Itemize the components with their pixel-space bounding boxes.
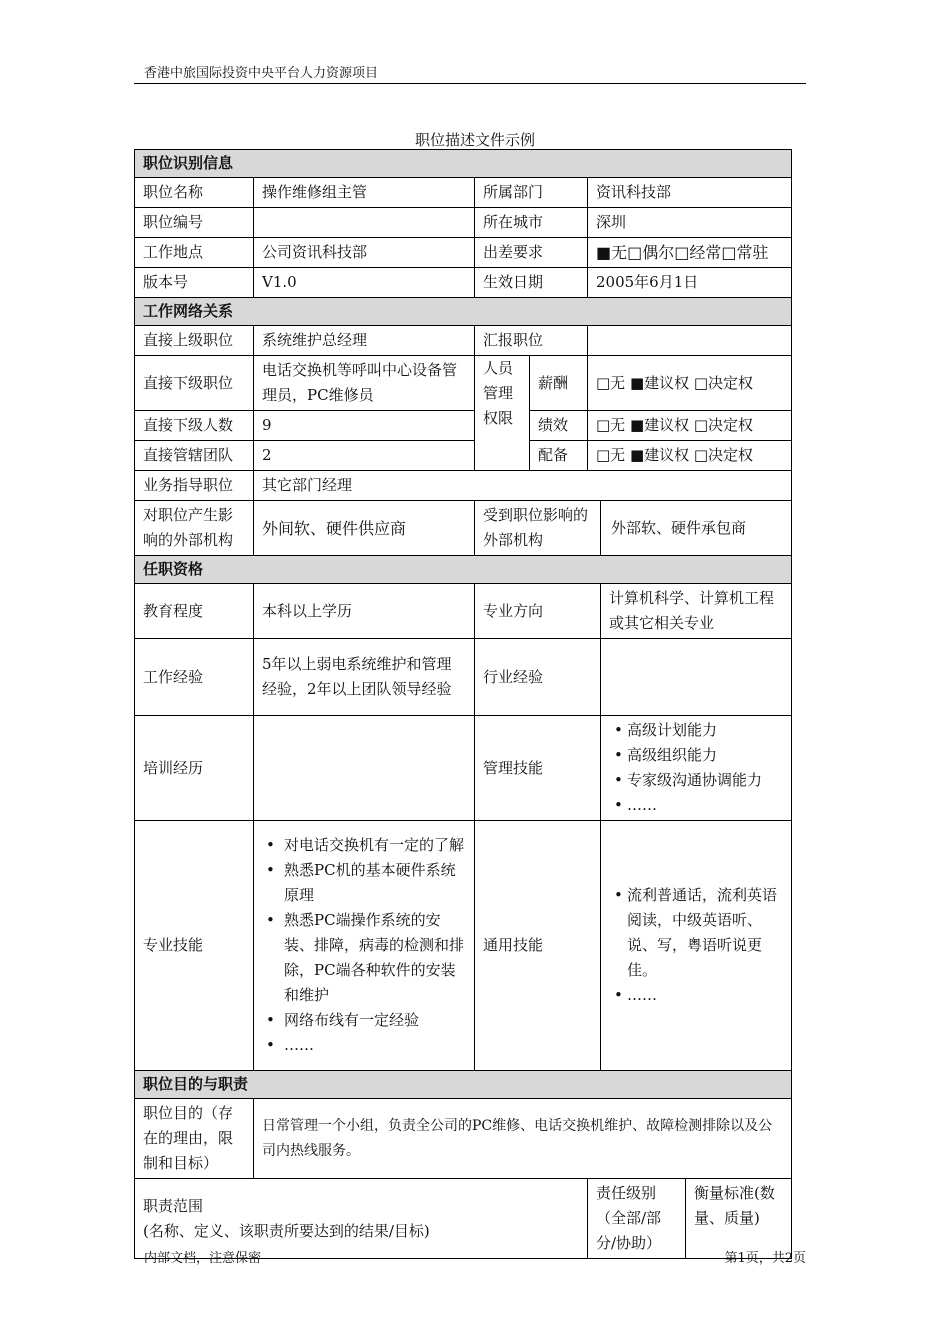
header-rule (134, 83, 806, 84)
job-no-value (254, 208, 475, 238)
salary-value: □无 ■建议权 □决定权 (588, 356, 792, 411)
table-row (135, 268, 792, 298)
affect-label: 对职位产生影响的外部机构 (135, 501, 254, 556)
list-item: • …… (627, 983, 783, 1008)
table-row (135, 356, 792, 411)
edu-value: 本科以上学历 (254, 584, 475, 639)
superior-value: 系统维护总经理 (254, 326, 475, 356)
affect-value: 外间软、硬件供应商 (254, 501, 475, 556)
section-network (135, 298, 792, 326)
job-name-value: 操作维修组主管 (254, 178, 475, 208)
document-title: 职位描述文件示例 (414, 131, 535, 149)
edu-label: 教育程度 (135, 584, 254, 639)
location-value: 公司资讯科技部 (254, 238, 475, 268)
staffing-value: □无 ■建议权 □决定权 (588, 441, 792, 471)
pro-skills (254, 821, 475, 1071)
perf-label: 绩效 (530, 411, 588, 441)
table-row (135, 821, 792, 1071)
industry-label: 行业经验 (475, 639, 601, 716)
header-text: 香港中旅国际投资中央平台人力资源项目 (144, 66, 379, 81)
report-value (588, 326, 792, 356)
mgmt-label: 管理技能 (475, 716, 601, 821)
training-value (254, 716, 475, 821)
general-skills (601, 821, 792, 1071)
general-label: 通用技能 (475, 821, 601, 1071)
scope-sublabel: (名称、定义、该职责所要达到的结果/目标) (143, 1221, 430, 1240)
dept-value: 资讯科技部 (588, 178, 792, 208)
authority-label: 人员管理权限 (475, 356, 530, 471)
training-label: 培训经历 (135, 716, 254, 821)
effective-value: 2005年6月1日 (588, 268, 792, 298)
effective-label: 生效日期 (475, 268, 588, 298)
major-value: 计算机科学、计算机工程或其它相关专业 (601, 584, 792, 639)
sub-count-label: 直接下级人数 (135, 411, 254, 441)
staffing-label: 配备 (530, 441, 588, 471)
scope-label: 职责范围 (143, 1196, 204, 1215)
city-label: 所在城市 (475, 208, 588, 238)
purpose-value: 日常管理一个小组，负责全公司的PC维修、电话交换机维护、故障检测排除以及公司内热线服务。 (254, 1099, 792, 1179)
list-item: • 高级计划能力 (627, 718, 783, 743)
travel-value: ■无□偶尔□经常□常驻 (588, 238, 792, 268)
level-label: 责任级别（全部/部分/协助） (588, 1179, 686, 1259)
subordinate-label: 直接下级职位 (135, 356, 254, 411)
affected-value: 外部软、硬件承包商 (601, 501, 792, 556)
section-title: 职位识别信息 (135, 150, 792, 178)
subordinate-value: 电话交换机等呼叫中心设备管理员，PC维修员 (254, 356, 475, 411)
table-row (135, 639, 792, 716)
guidance-label: 业务指导职位 (135, 471, 254, 501)
report-label: 汇报职位 (475, 326, 588, 356)
table-row (135, 584, 792, 639)
table-row (135, 1099, 792, 1179)
page-number: 第1页，共2页 (724, 1251, 806, 1266)
sub-count-value: 9 (254, 411, 475, 441)
table-row (135, 208, 792, 238)
teams-value: 2 (254, 441, 475, 471)
footer-left: 内部文档，注意保密 (144, 1251, 262, 1266)
table-row (135, 411, 792, 441)
perf-value: □无 ■建议权 □决定权 (588, 411, 792, 441)
table-row (135, 716, 792, 821)
pro-label: 专业技能 (135, 821, 254, 1071)
table-row (135, 471, 792, 501)
section-identity (135, 150, 792, 178)
industry-value (601, 639, 792, 716)
list-item: • …… (627, 793, 783, 818)
list-item: • 专家级沟通协调能力 (627, 768, 783, 793)
exp-label: 工作经验 (135, 639, 254, 716)
list-item: • 熟悉PC机的基本硬件系统原理 (284, 858, 466, 908)
section-title: 任职资格 (135, 556, 792, 584)
city-value: 深圳 (588, 208, 792, 238)
version-label: 版本号 (135, 268, 254, 298)
section-title: 职位目的与职责 (135, 1071, 792, 1099)
list-item: • 对电话交换机有一定的了解 (284, 833, 466, 858)
job-name-label: 职位名称 (135, 178, 254, 208)
version-value: V1.0 (254, 268, 475, 298)
section-qualifications (135, 556, 792, 584)
affected-label: 受到职位影响的外部机构 (475, 501, 601, 556)
superior-label: 直接上级职位 (135, 326, 254, 356)
table-row (135, 501, 792, 556)
purpose-label: 职位目的（存在的理由，限制和目标） (135, 1099, 254, 1179)
salary-label: 薪酬 (530, 356, 588, 411)
table-row (135, 178, 792, 208)
guidance-value: 其它部门经理 (254, 471, 792, 501)
table-row (135, 441, 792, 471)
travel-label: 出差要求 (475, 238, 588, 268)
table-row (135, 238, 792, 268)
teams-label: 直接管辖团队 (135, 441, 254, 471)
list-item: • 熟悉PC端操作系统的安装、排障，病毒的检测和排除，PC端各种软件的安装和维护 (284, 908, 466, 1008)
section-purpose (135, 1071, 792, 1099)
exp-value: 5年以上弱电系统维护和管理经验，2年以上团队领导经验 (254, 639, 475, 716)
job-description-table (134, 149, 792, 1259)
major-label: 专业方向 (475, 584, 601, 639)
dept-label: 所属部门 (475, 178, 588, 208)
list-item: • 高级组织能力 (627, 743, 783, 768)
table-row (135, 326, 792, 356)
list-item: • 流利普通话，流利英语阅读，中级英语听、说、写，粤语听说更佳。 (627, 883, 783, 983)
location-label: 工作地点 (135, 238, 254, 268)
list-item: • …… (284, 1033, 466, 1058)
list-item: • 网络布线有一定经验 (284, 1008, 466, 1033)
measure-label: 衡量标准(数量、质量) (686, 1179, 792, 1259)
mgmt-skills (601, 716, 792, 821)
section-title: 工作网络关系 (135, 298, 792, 326)
job-no-label: 职位编号 (135, 208, 254, 238)
